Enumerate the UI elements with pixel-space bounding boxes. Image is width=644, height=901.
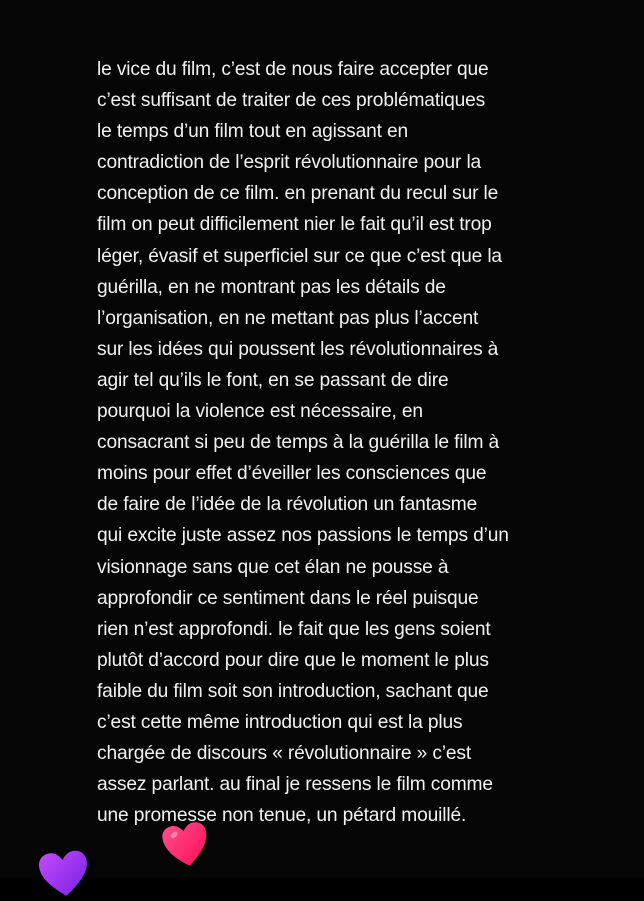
text-line: le vice du film, c’est de nous faire accepter que xyxy=(97,59,489,80)
text-line: conception de ce film. en prenant du recul sur le xyxy=(97,183,499,205)
text-line: faible du film soit son introduction, sachant que xyxy=(97,680,489,702)
text-line: guérilla, en ne montrant pas les détails de xyxy=(97,276,446,298)
text-line: chargée de discours « révolutionnaire » c’est xyxy=(97,743,472,765)
text-line: moins pour effet d’éveiller les consciences que xyxy=(97,463,487,485)
text-line: léger, évasif et superficiel sur ce que c’est que la xyxy=(97,245,502,267)
text-line: contradiction de l’esprit révolutionnaire pour la xyxy=(97,152,482,174)
pink-heart-icon[interactable] xyxy=(158,818,213,872)
text-line: qui excite juste assez nos passions le temps d’un xyxy=(97,525,509,547)
text-line: film on peut difficilement nier le fait qu’il est trop xyxy=(97,214,492,236)
post-text xyxy=(97,54,567,831)
text-line: consacrant si peu de temps à la guérilla le film à xyxy=(97,432,500,454)
purple-heart-icon[interactable] xyxy=(36,847,93,900)
text-line: rien n’est approfondi. le fait que les gens soient xyxy=(97,618,491,640)
text-line: sur les idées qui poussent les révolutionnaires à xyxy=(97,338,499,360)
text-line: agir tel qu’ils le font, en se passant de dire xyxy=(97,369,449,391)
text-line: approfondir ce sentiment dans le réel puisque xyxy=(97,587,479,609)
text-line: une promesse non tenue, un pétard mouillé. xyxy=(97,805,467,827)
text-line: pourquoi la violence est nécessaire, en xyxy=(97,401,423,423)
text-line: c’est suffisant de traiter de ces problématiques xyxy=(97,90,486,112)
text-line: de faire de l’idée de la révolution un fantasme xyxy=(97,494,478,516)
text-line: assez parlant. au final je ressens le film comme xyxy=(97,774,493,796)
text-line: c’est cette même introduction qui est la plus xyxy=(97,711,463,733)
text-line: plutôt d’accord pour dire que le moment le plus xyxy=(97,649,489,671)
text-line: l’organisation, en ne mettant pas plus l’accent xyxy=(97,307,479,329)
text-line: visionnage sans que cet élan ne pousse à xyxy=(97,556,449,578)
text-line: le temps d’un film tout en agissant en xyxy=(97,121,409,143)
